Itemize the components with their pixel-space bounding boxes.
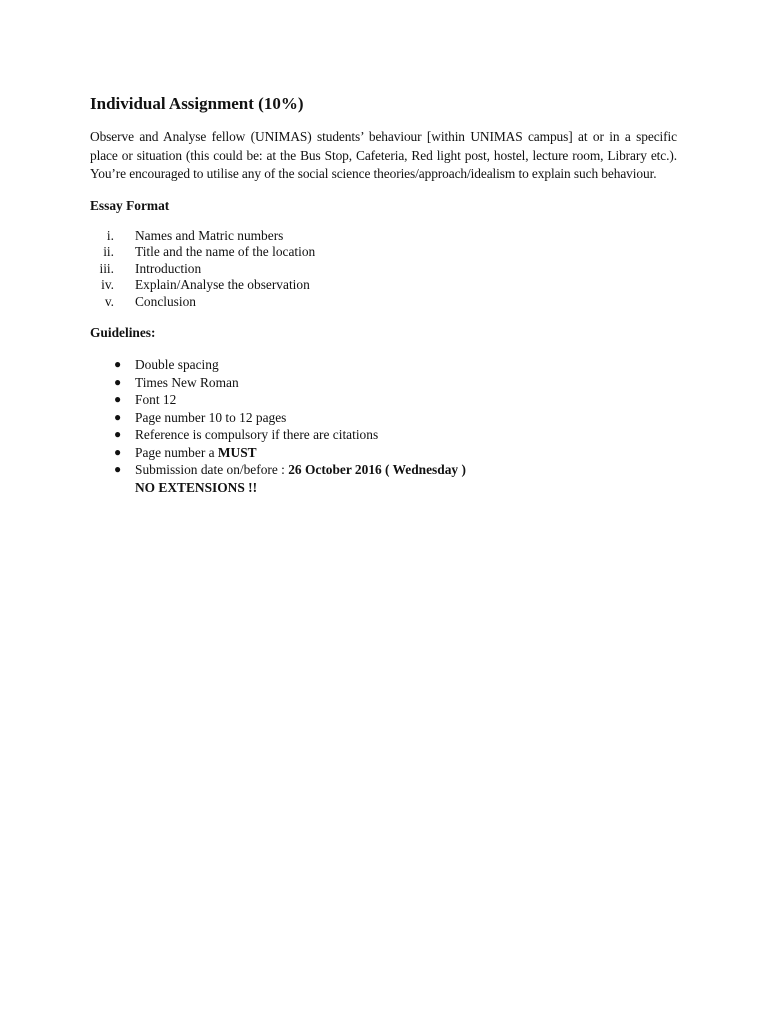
guideline-item	[90, 374, 677, 392]
essay-format-item	[90, 294, 677, 311]
roman-numeral: iv.	[101, 277, 114, 292]
essay-format-item	[90, 277, 677, 294]
bullet-icon: ●	[114, 462, 122, 476]
essay-format-item	[90, 244, 677, 261]
guideline-text: Font 12	[135, 392, 177, 407]
essay-format-item	[90, 261, 677, 278]
essay-format-list	[90, 228, 677, 311]
bullet-icon: ●	[114, 444, 122, 459]
guideline-item	[90, 426, 677, 444]
assignment-instructions: Observe and Analyse fellow (UNIMAS) students’ behaviour [within UNIMAS campus] at or in a specific place or situation (this could be: at the Bus Stop, Cafeteria, Red light post, hostel, lecture room, Library etc.). You’re encouraged to utilise any of the social science theories/approach/idealism to explain such behaviour.	[90, 129, 677, 181]
guideline-text: Times New Roman	[135, 374, 239, 390]
essay-format-item-text: Title and the name of the location	[135, 244, 316, 259]
guideline-text: Double spacing	[135, 357, 219, 372]
guideline-text: Submission date on/before :	[135, 462, 289, 477]
guidelines-list	[90, 356, 677, 479]
essay-format-item-text: Introduction	[135, 260, 202, 276]
guideline-item	[90, 391, 677, 409]
roman-numeral: ii.	[103, 244, 114, 259]
bullet-icon: ●	[114, 392, 122, 406]
roman-numeral: iii.	[99, 260, 114, 276]
assignment-title: Individual Assignment (10%)	[90, 94, 304, 113]
essay-format-item-text: Explain/Analyse the observation	[135, 277, 310, 292]
roman-numeral: v.	[104, 293, 114, 309]
guidelines-heading: Guidelines:	[90, 325, 156, 340]
guideline-text: Page number a	[135, 444, 218, 460]
guideline-emphasis: MUST	[217, 444, 257, 460]
guideline-item	[90, 356, 677, 374]
roman-numeral: i.	[106, 227, 114, 243]
no-extensions-note: NO EXTENSIONS !!	[135, 479, 258, 495]
bullet-icon: ●	[114, 357, 122, 371]
essay-format-item-text: Conclusion	[135, 293, 197, 309]
document-content	[90, 92, 677, 496]
essay-format-item	[90, 228, 677, 245]
essay-format-heading: Essay Format	[90, 197, 170, 213]
guideline-item	[90, 409, 677, 427]
bullet-icon: ●	[114, 409, 122, 424]
essay-format-item-text: Names and Matric numbers	[135, 227, 284, 243]
guideline-text: Reference is compulsory if there are citations	[135, 427, 379, 442]
bullet-icon: ●	[114, 374, 122, 389]
submission-date: 26 October 2016 ( Wednesday )	[288, 462, 466, 477]
guideline-item	[90, 444, 677, 462]
guideline-item	[90, 461, 677, 479]
guideline-text: Page number 10 to 12 pages	[135, 409, 287, 425]
bullet-icon: ●	[114, 427, 122, 441]
